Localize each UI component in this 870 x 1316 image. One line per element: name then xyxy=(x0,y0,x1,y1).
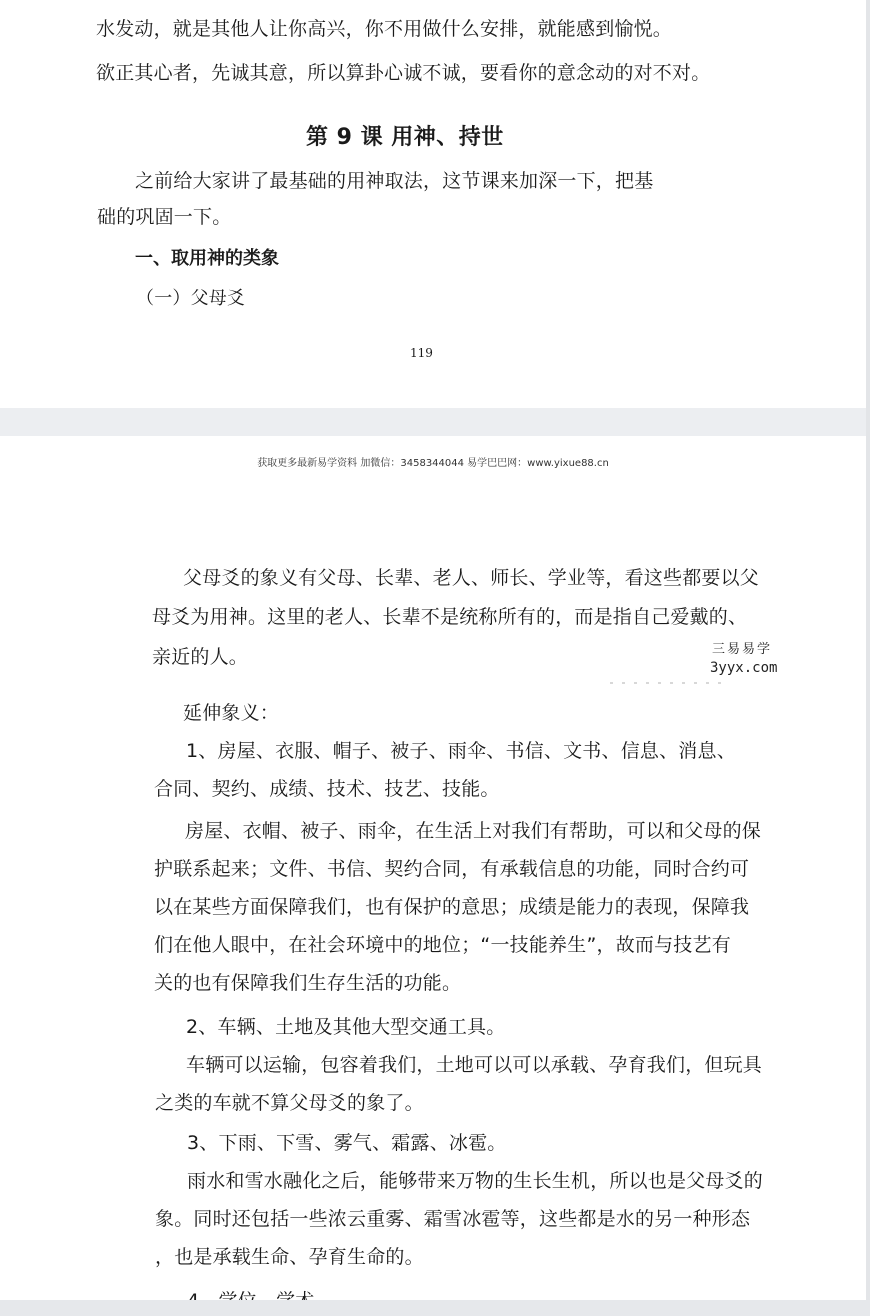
text-line: 父母爻的象义有父母、长辈、老人、师长、学业等，看这些都要以父 xyxy=(183,567,760,589)
text-line: 们在他人眼中，在社会环境中的地位；“一技能养生”，故而与技艺有 xyxy=(154,934,731,956)
text-line: 亲近的人。 xyxy=(152,646,249,668)
text-line: 关的也有保障我们生存生活的功能。 xyxy=(154,972,462,994)
page-number: 119 xyxy=(410,346,433,360)
watermark-text: 三易易学 xyxy=(712,642,773,657)
text-line: 护联系起来；文件、书信、契约合同，有承载信息的功能，同时合约可 xyxy=(154,858,750,880)
text-line: 房屋、衣帽、被子、雨伞，在生活上对我们有帮助，可以和父母的保 xyxy=(185,820,762,842)
text-line: 之类的车就不算父母爻的象了。 xyxy=(155,1092,424,1114)
text-line: 欲正其心者，先诚其意，所以算卦心诚不诚，要看你的意念动的对不对。 xyxy=(96,62,711,84)
scrollbar-track[interactable] xyxy=(866,0,870,1316)
list-item: 3、下雨、下雪、雾气、霜露、冰雹。 xyxy=(187,1132,507,1154)
list-item: 2、车辆、土地及其他大型交通工具。 xyxy=(186,1016,506,1038)
watermark-url: 3yyx.com xyxy=(710,660,778,676)
text-line: 以在某些方面保障我们，也有保护的意思；成绩是能力的表现，保障我 xyxy=(154,896,750,918)
text-line: 象。同时还包括一些浓云重雾、霜雪冰雹等，这些都是水的另一种形态 xyxy=(155,1208,751,1230)
subsection-title: （一）父母爻 xyxy=(136,288,246,309)
text-line: 母爻为用神。这里的老人、长辈不是统称所有的，而是指自己爱戴的、 xyxy=(152,606,748,628)
page-120 xyxy=(0,436,866,1316)
text-line: 础的巩固一下。 xyxy=(97,206,232,228)
lesson-title: 第 9 课 用神、持世 xyxy=(306,125,504,150)
extended-label: 延伸象义： xyxy=(183,702,280,724)
watermark-dots xyxy=(610,682,730,684)
text-line: 水发动，就是其他人让你高兴，你不用做什么安排，就能感到愉悦。 xyxy=(96,18,673,40)
text-line: 雨水和雪水融化之后，能够带来万物的生长生机，所以也是父母爻的 xyxy=(187,1170,764,1192)
text-line: 之前给大家讲了最基础的用神取法，这节课来加深一下，把基 xyxy=(135,170,654,192)
text-line: 车辆可以运输，包容着我们，土地可以可以承载、孕育我们，但玩具 xyxy=(186,1054,763,1076)
page-119 xyxy=(0,0,866,408)
list-item: 合同、契约、成绩、技术、技艺、技能。 xyxy=(154,778,500,800)
list-item: 1、房屋、衣服、帽子、被子、雨伞、书信、文书、信息、消息、 xyxy=(186,740,736,762)
viewer-bottom-bar xyxy=(0,1300,870,1316)
section-title: 一、取用神的类象 xyxy=(135,248,279,269)
page-header-note: 获取更多最新易学资料 加微信：3458344044 易学巴巴网：www.yixue88.cn xyxy=(257,458,609,469)
text-line: ，也是承载生命、孕育生命的。 xyxy=(155,1246,424,1268)
